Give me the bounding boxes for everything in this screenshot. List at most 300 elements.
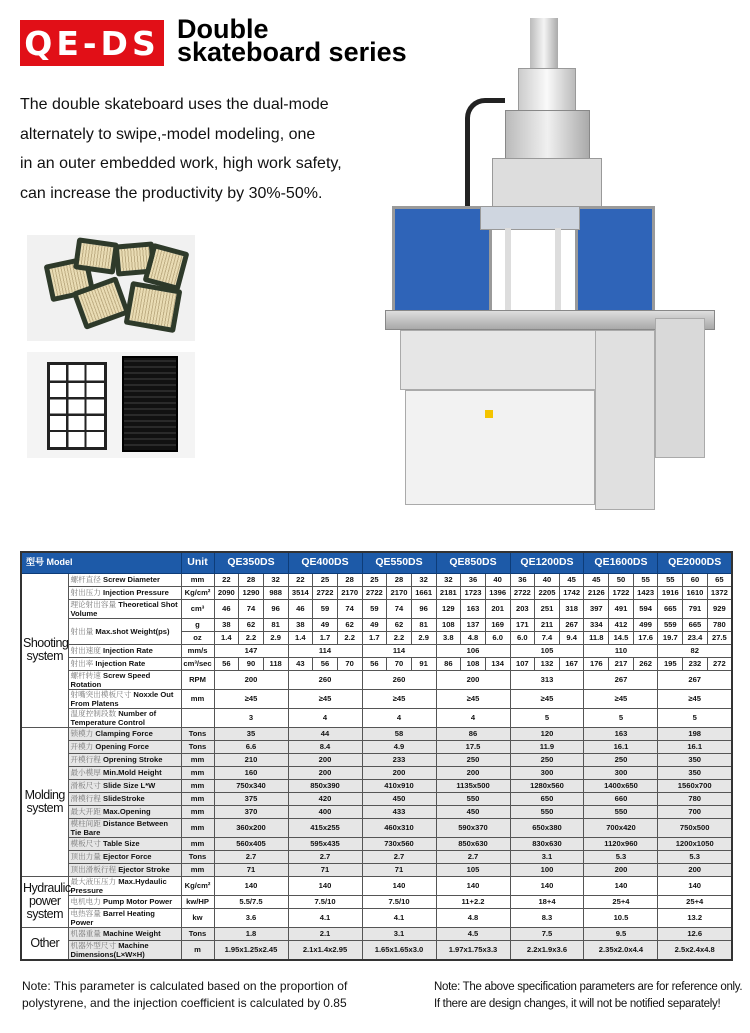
unit-cell: cm³ (181, 599, 214, 618)
table-row (21, 599, 732, 618)
value-cell: 665 (683, 618, 708, 631)
machine-illustration (380, 18, 725, 513)
value-cell: 36 (510, 573, 535, 586)
unit-cell: mm (181, 818, 214, 837)
value-cell: 313 (510, 670, 584, 689)
value-cell: 850x630 (436, 837, 510, 850)
value-cell: 1723 (461, 586, 486, 599)
row-label (68, 837, 181, 850)
value-cell: 450 (436, 805, 510, 818)
value-cell: 251 (535, 599, 560, 618)
value-cell: 28 (387, 573, 412, 586)
value-cell: 58 (362, 727, 436, 740)
value-cell: 36 (461, 573, 486, 586)
table-row (21, 573, 732, 586)
value-cell: ≥45 (288, 689, 362, 708)
value-cell: 60 (683, 573, 708, 586)
value-cell: 7.5/10 (288, 895, 362, 908)
value-cell: 71 (362, 863, 436, 876)
row-label-zh: 滑板尺寸 (70, 781, 101, 790)
value-cell: 56 (214, 657, 239, 670)
value-cell: 18+4 (510, 895, 584, 908)
value-cell: 350 (658, 753, 732, 766)
value-cell: 2090 (214, 586, 239, 599)
value-cell: 460x310 (362, 818, 436, 837)
value-cell: 22 (214, 573, 239, 586)
value-cell: 1661 (411, 586, 436, 599)
row-label-en: Oprening Stroke (103, 755, 163, 764)
value-cell: 38 (214, 618, 239, 631)
value-cell: 50 (609, 573, 634, 586)
value-cell: 665 (658, 599, 683, 618)
table-row (21, 818, 732, 837)
table-row (21, 753, 732, 766)
value-cell: 6.6 (214, 740, 288, 753)
row-label-zh: 电机电力 (70, 897, 101, 906)
value-cell: 2722 (313, 586, 338, 599)
value-cell: 108 (436, 618, 461, 631)
unit-cell: Kg/cm² (181, 876, 214, 895)
model-header-qe2000ds: QE2000DS (658, 552, 732, 573)
row-label-zh: 模柱间距 (70, 818, 101, 828)
value-cell: 91 (411, 657, 436, 670)
value-cell: 105 (436, 863, 510, 876)
row-label-zh: 最大液压压力 (70, 876, 117, 886)
row-label-zh: 射出速度 (70, 646, 101, 655)
value-cell: 16.1 (658, 740, 732, 753)
value-cell: 410x910 (362, 779, 436, 792)
value-cell: 2.7 (288, 850, 362, 863)
value-cell: 11+2.2 (436, 895, 510, 908)
value-cell: 11.9 (510, 740, 584, 753)
title-line-2: skateboard series (177, 37, 407, 67)
value-cell: 1.97x1.75x3.3 (436, 940, 510, 960)
row-label (68, 908, 181, 927)
row-label-en: Max.shot Weight(ps) (95, 626, 170, 636)
row-label (68, 792, 181, 805)
value-cell: 140 (214, 876, 288, 895)
row-label-zh: 机器外型尺寸 (70, 940, 117, 950)
model-header-qe550ds: QE550DS (362, 552, 436, 573)
value-cell: 140 (584, 876, 658, 895)
value-cell: 44 (288, 727, 362, 740)
value-cell: 660 (584, 792, 658, 805)
value-cell: 360x200 (214, 818, 288, 837)
value-cell: 4.8 (461, 631, 486, 644)
row-label-en: Ejector Stroke (118, 865, 170, 874)
value-cell: 4 (362, 708, 436, 727)
row-label (68, 766, 181, 779)
row-label-en: Injection Rate (103, 646, 153, 655)
row-label (68, 753, 181, 766)
value-cell: 262 (633, 657, 658, 670)
value-cell: 40 (485, 573, 510, 586)
row-label-en: Injection Pressure (103, 588, 169, 597)
value-cell: 16.1 (584, 740, 658, 753)
value-cell: 86 (436, 727, 510, 740)
table-row (21, 708, 732, 727)
value-cell: 140 (362, 876, 436, 895)
value-cell: 1200x1050 (658, 837, 732, 850)
table-row (21, 895, 732, 908)
value-cell: 5 (584, 708, 658, 727)
note-right (434, 979, 742, 1013)
value-cell: 200 (214, 670, 288, 689)
table-row (21, 740, 732, 753)
value-cell: 5 (510, 708, 584, 727)
row-label-zh: 螺杆转速 (70, 670, 101, 680)
value-cell: 2.7 (214, 850, 288, 863)
value-cell: 70 (387, 657, 412, 670)
value-cell: 200 (288, 766, 362, 779)
product-photo-filter-panels (27, 235, 195, 341)
value-cell: 650x380 (510, 818, 584, 837)
unit-cell: cm³/sec (181, 657, 214, 670)
value-cell: 200 (436, 766, 510, 779)
value-cell: 2205 (535, 586, 560, 599)
row-label-en: Min.Mold Height (103, 768, 162, 777)
value-cell: ≥45 (658, 689, 732, 708)
row-label-zh: 电热容量 (70, 908, 101, 918)
unit-cell: mm (181, 837, 214, 850)
value-cell: 120 (510, 727, 584, 740)
value-cell: 38 (288, 618, 313, 631)
row-label-zh: 螺杆直径 (70, 575, 101, 584)
value-cell: ≥45 (362, 689, 436, 708)
value-cell: 1396 (485, 586, 510, 599)
value-cell: 2.7 (436, 850, 510, 863)
value-cell: 412 (609, 618, 634, 631)
value-cell: ≥45 (584, 689, 658, 708)
value-cell: 7.4 (535, 631, 560, 644)
value-cell: 9.5 (584, 927, 658, 940)
value-cell: 32 (263, 573, 288, 586)
model-header-qe1600ds: QE1600DS (584, 552, 658, 573)
value-cell: 4 (288, 708, 362, 727)
value-cell: 2126 (584, 586, 609, 599)
value-cell: 2.7 (362, 850, 436, 863)
value-cell: 74 (239, 599, 264, 618)
value-cell: 750x500 (658, 818, 732, 837)
row-label (68, 657, 181, 670)
value-cell: 929 (707, 599, 732, 618)
value-cell: 594 (633, 599, 658, 618)
value-cell: 114 (362, 644, 436, 657)
row-label-en: Distance Between Tie Bare (70, 818, 168, 837)
value-cell: 415x255 (288, 818, 362, 837)
unit-cell: Kg/cm² (181, 586, 214, 599)
value-cell: 195 (658, 657, 683, 670)
value-cell: 86 (436, 657, 461, 670)
value-cell: 250 (436, 753, 510, 766)
value-cell: 350 (658, 766, 732, 779)
value-cell: 260 (362, 670, 436, 689)
value-cell: 35 (214, 727, 288, 740)
value-cell: 5.3 (584, 850, 658, 863)
value-cell: 22 (288, 573, 313, 586)
row-label-en: Table Size (103, 839, 140, 848)
row-label-zh: 顶出力量 (70, 852, 101, 861)
value-cell: 25 (362, 573, 387, 586)
value-cell: 8.3 (510, 908, 584, 927)
value-cell: 56 (362, 657, 387, 670)
row-label-en: Screw Speed Rotation (70, 670, 151, 689)
value-cell: 4.5 (436, 927, 510, 940)
value-cell: 1.4 (214, 631, 239, 644)
value-cell: 140 (288, 876, 362, 895)
table-row (21, 863, 732, 876)
value-cell: 210 (214, 753, 288, 766)
value-cell: 129 (436, 599, 461, 618)
table-row (21, 837, 732, 850)
value-cell: 13.2 (658, 908, 732, 927)
value-cell: 850x390 (288, 779, 362, 792)
unit-cell (181, 708, 214, 727)
value-cell: 81 (263, 618, 288, 631)
value-cell: 45 (584, 573, 609, 586)
row-label (68, 876, 181, 895)
value-cell: 105 (510, 644, 584, 657)
table-row (21, 618, 732, 631)
value-cell: 171 (510, 618, 535, 631)
value-cell: 250 (584, 753, 658, 766)
table-row (21, 850, 732, 863)
intro-line: in an outer embedded work, high work safety, (20, 155, 342, 172)
value-cell: 137 (461, 618, 486, 631)
unit-cell: mm (181, 805, 214, 818)
value-cell: 1560x700 (658, 779, 732, 792)
value-cell: 96 (263, 599, 288, 618)
table-row (21, 876, 732, 895)
value-cell: 433 (362, 805, 436, 818)
row-label (68, 940, 181, 960)
value-cell: 106 (436, 644, 510, 657)
value-cell: 550 (436, 792, 510, 805)
value-cell: 3.8 (436, 631, 461, 644)
row-label-zh: 最小模厚 (70, 768, 101, 777)
row-label (68, 805, 181, 818)
value-cell: 43 (288, 657, 313, 670)
value-cell: 200 (362, 766, 436, 779)
value-cell: 211 (535, 618, 560, 631)
title-line-1: Double (177, 14, 269, 44)
value-cell: 6.0 (485, 631, 510, 644)
model-header: 型号 Model (21, 552, 181, 573)
value-cell: 1290 (239, 586, 264, 599)
value-cell: ≥45 (510, 689, 584, 708)
row-label-zh: 开模力 (70, 742, 94, 751)
row-label-en: Noxxle Out From Platens (70, 689, 174, 708)
unit-cell: Tons (181, 850, 214, 863)
value-cell: 49 (362, 618, 387, 631)
value-cell: 375 (214, 792, 288, 805)
value-cell: 2.2 (387, 631, 412, 644)
table-row (21, 657, 732, 670)
value-cell: 1135x500 (436, 779, 510, 792)
row-label-zh: 理论射出容量 (70, 599, 117, 609)
value-cell: 1400x650 (584, 779, 658, 792)
page-title (177, 14, 407, 67)
value-cell: 10.5 (584, 908, 658, 927)
value-cell: 62 (239, 618, 264, 631)
value-cell: 163 (461, 599, 486, 618)
value-cell: 28 (337, 573, 362, 586)
value-cell: 25+4 (658, 895, 732, 908)
row-label (68, 599, 181, 618)
value-cell: 400 (288, 805, 362, 818)
value-cell: 1742 (559, 586, 584, 599)
table-row (21, 727, 732, 740)
value-cell: 1610 (683, 586, 708, 599)
value-cell: 40 (535, 573, 560, 586)
unit-cell: mm (181, 689, 214, 708)
value-cell: 1.4 (288, 631, 313, 644)
value-cell: 201 (485, 599, 510, 618)
value-cell: 550 (584, 805, 658, 818)
value-cell: 82 (658, 644, 732, 657)
unit-cell: Tons (181, 927, 214, 940)
row-label (68, 618, 181, 644)
unit-cell: g (181, 618, 214, 631)
value-cell: 3.1 (362, 927, 436, 940)
value-cell: ≥45 (436, 689, 510, 708)
row-label (68, 727, 181, 740)
unit-cell: oz (181, 631, 214, 644)
group-label: Shooting system (21, 573, 68, 727)
value-cell: 96 (411, 599, 436, 618)
unit-cell: Tons (181, 740, 214, 753)
value-cell: 2181 (436, 586, 461, 599)
value-cell: 167 (559, 657, 584, 670)
value-cell: 59 (362, 599, 387, 618)
value-cell: 4.8 (436, 908, 510, 927)
value-cell: 5 (658, 708, 732, 727)
value-cell: 200 (288, 753, 362, 766)
table-row (21, 766, 732, 779)
row-label-zh: 射出压力 (70, 588, 101, 597)
row-label-en: Injection Rate (95, 659, 146, 668)
value-cell: 25 (313, 573, 338, 586)
value-cell: 260 (288, 670, 362, 689)
value-cell: 272 (707, 657, 732, 670)
value-cell: 45 (559, 573, 584, 586)
value-cell: 59 (313, 599, 338, 618)
value-cell: 491 (609, 599, 634, 618)
value-cell: 8.4 (288, 740, 362, 753)
row-label-zh: 模板尺寸 (70, 839, 101, 848)
value-cell: 450 (362, 792, 436, 805)
value-cell: 791 (683, 599, 708, 618)
group-label: Molding system (21, 727, 68, 876)
row-label-zh: 机器重量 (70, 929, 101, 938)
intro-line: The double skateboard uses the dual-mode (20, 96, 329, 113)
value-cell: 203 (510, 599, 535, 618)
value-cell: 1.8 (214, 927, 288, 940)
value-cell: 71 (214, 863, 288, 876)
value-cell: 4.9 (362, 740, 436, 753)
value-cell: 81 (411, 618, 436, 631)
value-cell: 71 (288, 863, 362, 876)
value-cell: 2.2 (239, 631, 264, 644)
row-label-en: Number of Temperature Control (70, 708, 157, 727)
value-cell: 2.9 (263, 631, 288, 644)
intro-line: can increase the productivity by 30%-50%. (20, 184, 323, 202)
note-line: Note: The above specification parameters are for reference only. (434, 981, 743, 993)
value-cell: 19.7 (658, 631, 683, 644)
table-row (21, 644, 732, 657)
table-row (21, 792, 732, 805)
unit-cell: m (181, 940, 214, 960)
row-label-en: Machine Weight (103, 929, 161, 938)
note-left (22, 978, 347, 1012)
value-cell: 780 (707, 618, 732, 631)
value-cell: 5.5/7.5 (214, 895, 288, 908)
row-label-en: Barrel Heating Power (70, 908, 155, 927)
unit-cell: mm (181, 863, 214, 876)
value-cell: 55 (658, 573, 683, 586)
model-header-qe400ds: QE400DS (288, 552, 362, 573)
value-cell: 397 (584, 599, 609, 618)
table-row (21, 927, 732, 940)
value-cell: 200 (436, 670, 510, 689)
row-label (68, 895, 181, 908)
intro-line: alternately to swipe,-model modeling, one (20, 125, 316, 143)
value-cell: 74 (387, 599, 412, 618)
value-cell: 49 (313, 618, 338, 631)
value-cell: 3.1 (510, 850, 584, 863)
table-row (21, 586, 732, 599)
value-cell: 590x370 (436, 818, 510, 837)
value-cell: 250 (510, 753, 584, 766)
value-cell: 559 (658, 618, 683, 631)
value-cell: 160 (214, 766, 288, 779)
note-line: polystyrene, and the injection coefficient is calculated by 0.85 (22, 996, 347, 1010)
row-label-zh: 开模行程 (70, 755, 101, 764)
value-cell: 300 (510, 766, 584, 779)
row-label-en: Machine Dimensions(L×W×H) (70, 940, 149, 959)
value-cell: 700x420 (584, 818, 658, 837)
value-cell: 2170 (337, 586, 362, 599)
value-cell: 233 (362, 753, 436, 766)
row-label (68, 586, 181, 599)
value-cell: 1916 (658, 586, 683, 599)
row-label-en: Slide Size L*W (103, 781, 156, 790)
row-label-zh: 射嘴突出模板尺寸 (70, 689, 132, 699)
unit-cell: kw/HP (181, 895, 214, 908)
value-cell: 267 (584, 670, 658, 689)
value-cell: 780 (658, 792, 732, 805)
value-cell: 730x560 (362, 837, 436, 850)
group-label: Other (21, 927, 68, 960)
row-label-en: Max.Hydaulic Pressure (70, 876, 167, 895)
value-cell: 7.5/10 (362, 895, 436, 908)
value-cell: 56 (313, 657, 338, 670)
value-cell: 9.4 (559, 631, 584, 644)
value-cell: ≥45 (214, 689, 288, 708)
value-cell: 132 (535, 657, 560, 670)
value-cell: 1.65x1.65x3.0 (362, 940, 436, 960)
value-cell: 300 (584, 766, 658, 779)
value-cell: 1372 (707, 586, 732, 599)
unit-cell: kw (181, 908, 214, 927)
value-cell: 5.3 (658, 850, 732, 863)
value-cell: 110 (584, 644, 658, 657)
value-cell: 217 (609, 657, 634, 670)
value-cell: 108 (461, 657, 486, 670)
group-label: Hydraulic power system (21, 876, 68, 927)
value-cell: 14.5 (609, 631, 634, 644)
note-line: Note: This parameter is calculated based on the proportion of (22, 979, 348, 993)
